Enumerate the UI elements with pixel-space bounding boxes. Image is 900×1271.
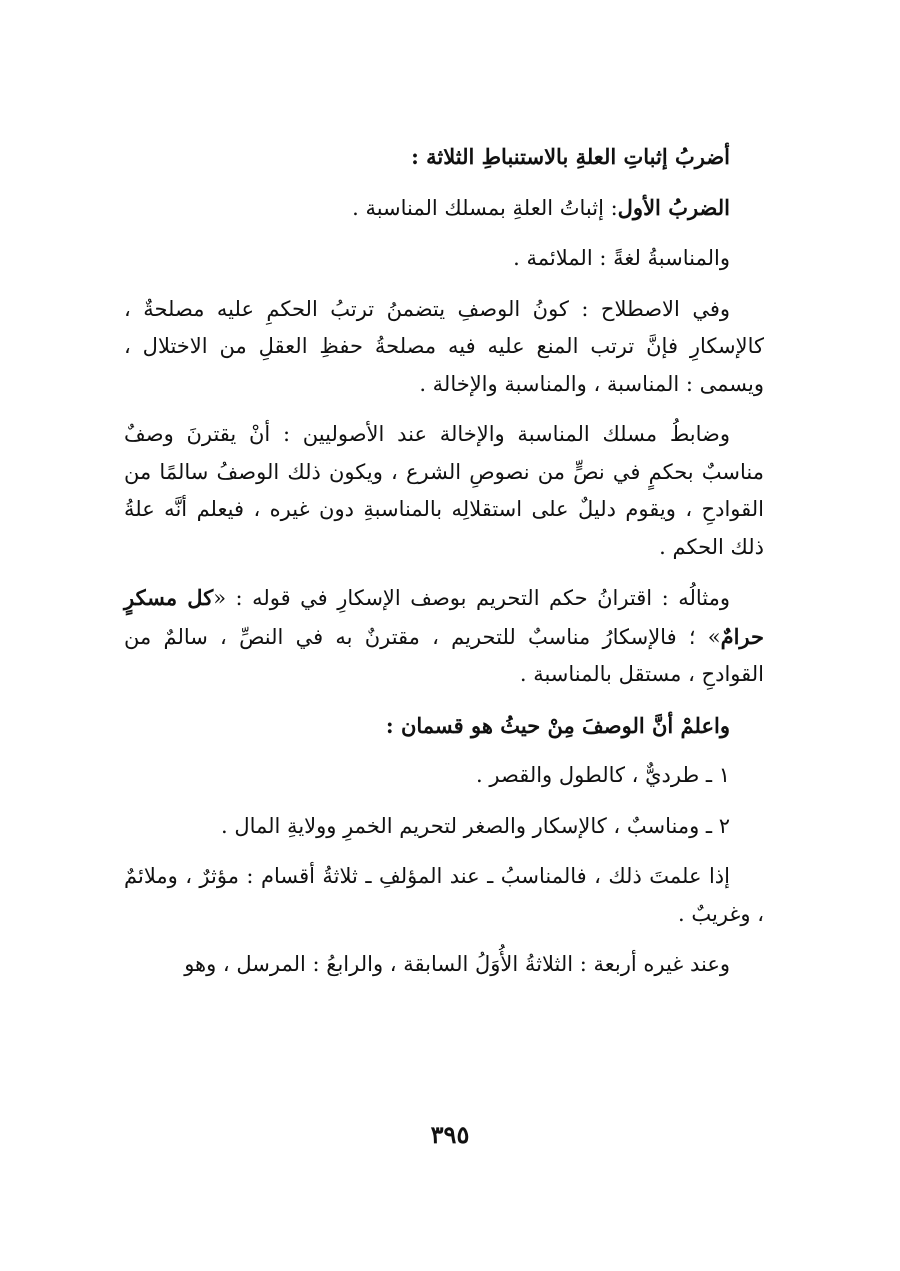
page-body — [124, 138, 764, 997]
first-type-label: الضربُ الأول — [617, 194, 730, 220]
criterion-paragraph: وضابطُ مسلك المناسبة والإخالة عند الأصوليين : أنْ يقترنَ وصفٌ مناسبٌ بحكمٍ في نصٍّ من نصوصِ الشرع ، ويكون ذلك الوصفُ سالمًا من القوادحِ ، ويقوم دليلٌ على استقلالِه بالمناسبةِ دون غيره ، فيعلم أنَّه علةُ ذلك الحكم . — [124, 422, 764, 559]
first-type-paragraph — [124, 189, 764, 228]
example-before: ومثالُه : اقترانُ حكم التحريم بوصف الإسكارِ في قوله : « — [213, 586, 730, 610]
list-item: ٢ ـ ومناسبٌ ، كالإسكار والصغر لتحريم الخمرِ وولايةِ المال . — [221, 813, 730, 838]
author-division-paragraph: إذا علمتَ ذلك ، فالمناسبُ ـ عند المؤلفِ ـ ثلاثةُ أقسام : مؤثرٌ ، وملائمٌ ، وغريبٌ . — [124, 864, 764, 926]
technical-definition: وفي الاصطلاح : كونُ الوصفِ يتضمنُ ترتبُ الحكمِ عليه مصلحةٌ ، كالإسكارِ فإنَّ ترتب المنع عليه فيه مصلحةُ حفظِ العقلِ من الاختلال ، ويسمى : المناسبة ، والمناسبة والإخالة . — [124, 296, 764, 396]
list-item: ١ ـ طرديٌّ ، كالطول والقصر . — [476, 763, 730, 787]
example-paragraph — [124, 579, 764, 694]
others-division-paragraph: وعند غيره أربعة : الثلاثةُ الأُوَلُ السابقة ، والرابعُ : المرسل ، وهو — [184, 952, 730, 976]
example-quote: كل مسكرٍ حرامٌ — [124, 585, 764, 649]
linguistic-definition: والمناسبةُ لغةً : الملائمة . — [513, 246, 730, 270]
first-type-text: : إثباتُ العلةِ بمسلك المناسبة . — [352, 195, 618, 220]
example-after: » ؛ فالإسكارُ مناسبٌ للتحريم ، مقترنٌ به في النصِّ ، سالمٌ من القوادحِ ، مستقل بالمناسبة . — [124, 624, 764, 686]
division-heading: واعلمْ أنَّ الوصفَ مِنْ حيثُ هو قسمان : — [385, 712, 730, 738]
page-number: ٣٩٥ — [430, 1120, 470, 1149]
section-heading: أضربُ إثباتِ العلةِ بالاستنباطِ الثلاثة : — [411, 144, 730, 169]
